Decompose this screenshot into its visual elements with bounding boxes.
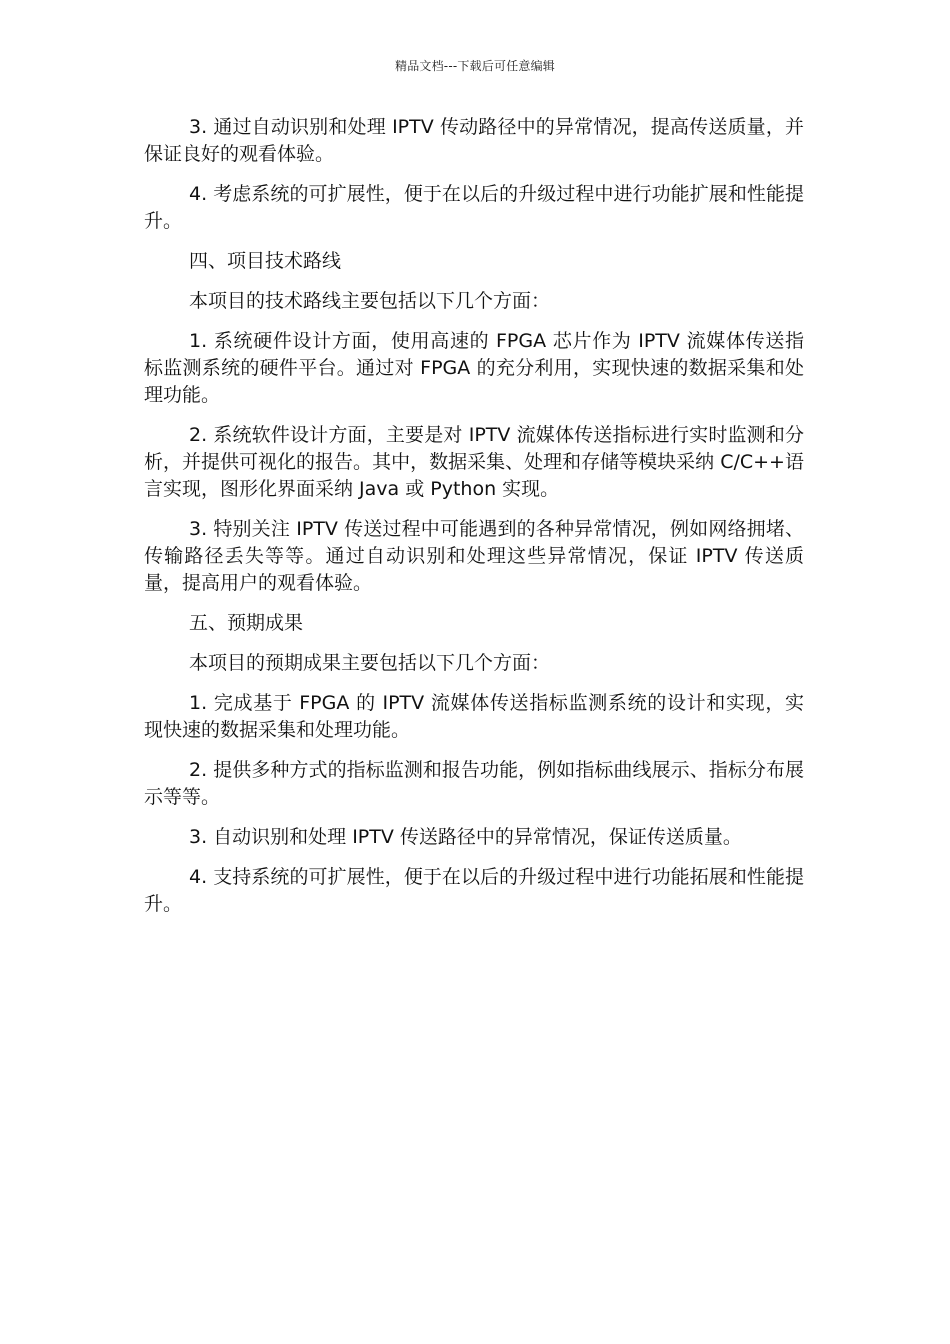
section-heading-expected-results: 五、预期成果 [189, 612, 304, 634]
paragraph-result-1: 1. 完成基于 FPGA 的 IPTV 流媒体传送指标监测系统的设计和实现，实现快速的数据采集和处理功能。 [144, 692, 804, 741]
paragraph-result-4: 4. 支持系统的可扩展性，便于在以后的升级过程中进行功能拓展和性能提升。 [144, 866, 804, 915]
paragraph-route-3: 3. 特别关注 IPTV 传送过程中可能遇到的各种异常情况，例如网络拥堵、传输路径丢失等等。通过自动识别和处理这些异常情况，保证 IPTV 传送质量，提高用户的观看体验。 [144, 518, 804, 594]
document-body [144, 114, 804, 931]
paragraph-results-intro: 本项目的预期成果主要包括以下几个方面： [189, 652, 551, 674]
paragraph-goal-4: 4. 考虑系统的可扩展性，便于在以后的升级过程中进行功能扩展和性能提升。 [144, 183, 804, 232]
paragraph-route-intro: 本项目的技术路线主要包括以下几个方面： [189, 290, 551, 312]
page-header: 精品文档---下载后可任意编辑 [395, 59, 555, 73]
section-heading-technical-route: 四、项目技术路线 [189, 250, 342, 272]
paragraph-goal-3: 3. 通过自动识别和处理 IPTV 传动路径中的异常情况，提高传送质量，并保证良好的观看体验。 [144, 116, 804, 165]
paragraph-route-1: 1. 系统硬件设计方面，使用高速的 FPGA 芯片作为 IPTV 流媒体传送指标监测系统的硬件平台。通过对 FPGA 的充分利用，实现快速的数据采集和处理功能。 [144, 330, 804, 406]
paragraph-result-3: 3. 自动识别和处理 IPTV 传送路径中的异常情况，保证传送质量。 [189, 826, 742, 848]
paragraph-route-2: 2. 系统软件设计方面，主要是对 IPTV 流媒体传送指标进行实时监测和分析，并提供可视化的报告。其中，数据采集、处理和存储等模块采纳 C/C++语言实现，图形化界面采纳 Java 或 Python 实现。 [144, 424, 804, 500]
paragraph-result-2: 2. 提供多种方式的指标监测和报告功能，例如指标曲线展示、指标分布展示等等。 [144, 759, 804, 808]
